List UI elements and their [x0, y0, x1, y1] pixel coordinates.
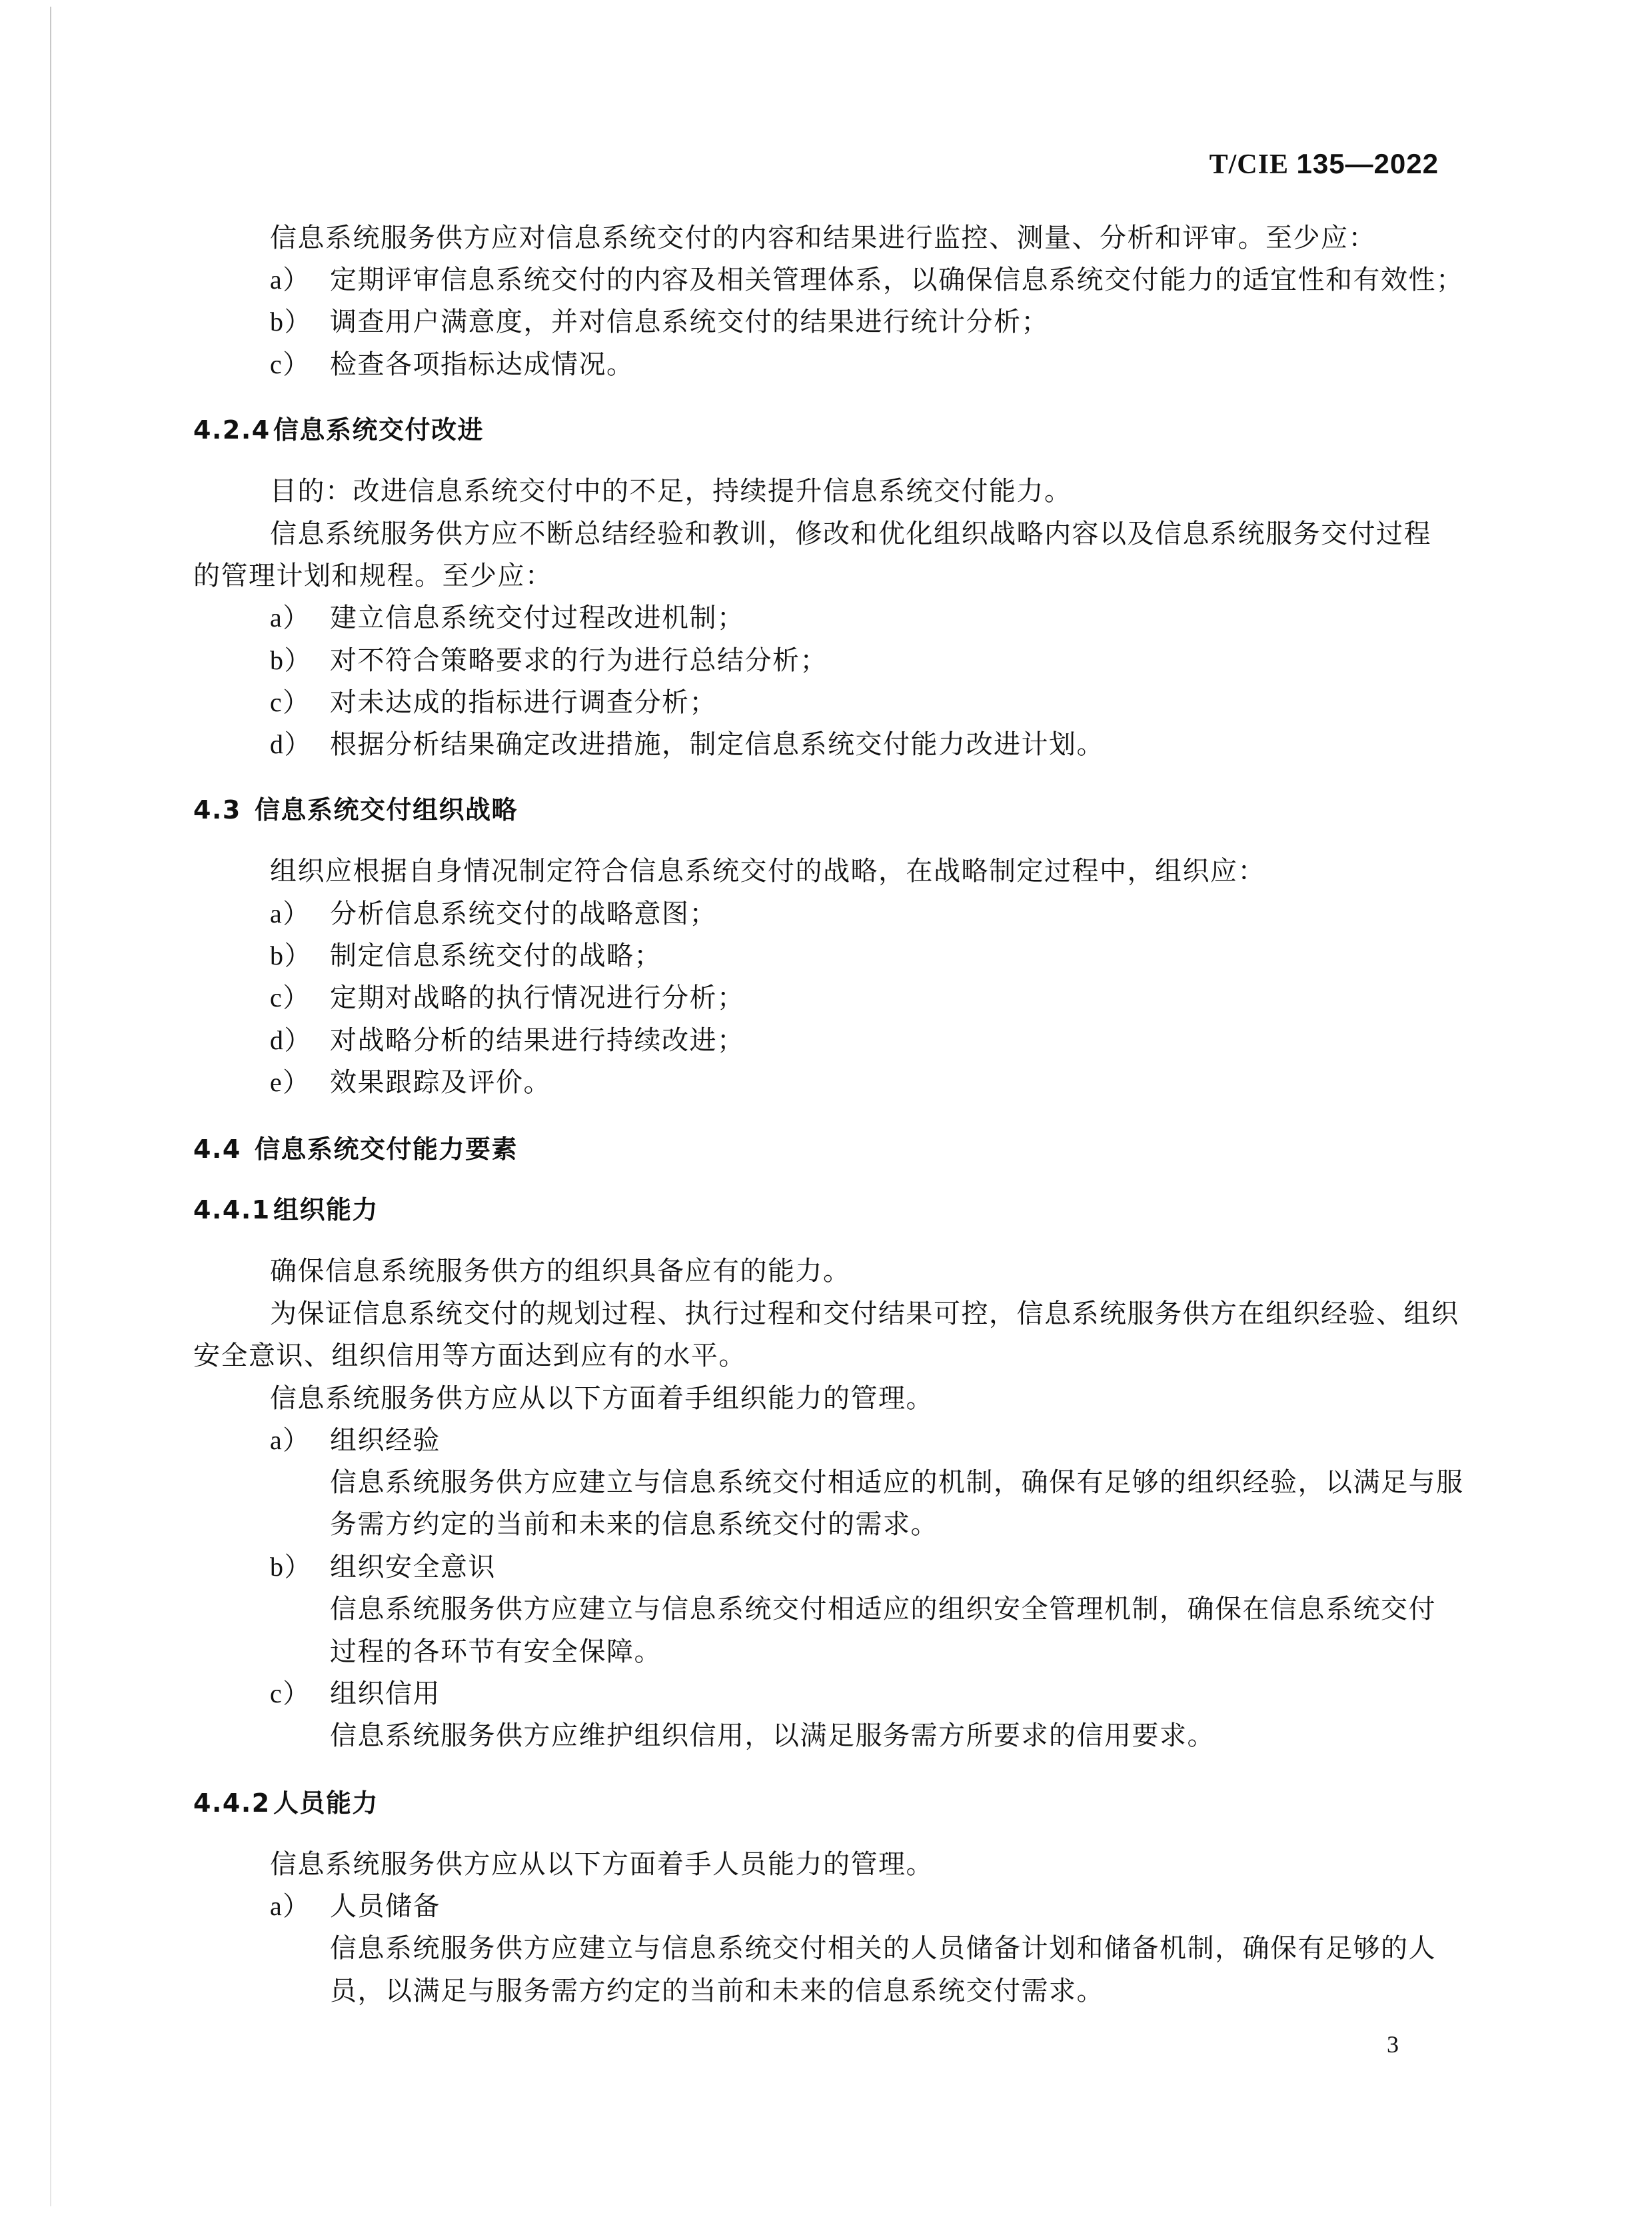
paragraph-line: 的管理计划和规程。至少应： — [193, 561, 553, 591]
item-title: 组织安全意识 — [330, 1552, 496, 1582]
item-title: 组织信用 — [330, 1678, 440, 1709]
purpose-paragraph: 目的：改进信息系统交付中的不足，持续提升信息系统交付能力。 — [270, 476, 1072, 507]
item-title: 组织经验 — [330, 1425, 440, 1456]
item-label: a） — [270, 899, 311, 929]
item-label: a） — [270, 1891, 311, 1921]
section-title: 人员能力 — [273, 1788, 379, 1818]
item-title: 人员储备 — [330, 1891, 440, 1922]
item-label: b） — [270, 941, 312, 971]
section-number: 4.4.2 — [193, 1788, 271, 1818]
section-title: 信息系统交付能力要素 — [255, 1134, 518, 1164]
paragraph: 组织应根据自身情况制定符合信息系统交付的战略，在战略制定过程中，组织应： — [270, 856, 1265, 887]
item-label: b） — [270, 645, 312, 675]
item-label: c） — [270, 983, 311, 1013]
item-text: 检查各项指标达成情况。 — [330, 349, 634, 380]
item-text: 调查用户满意度，并对信息系统交付的结果进行统计分析； — [330, 307, 1049, 337]
item-text: 定期对战略的执行情况进行分析； — [330, 983, 745, 1013]
item-text: 制定信息系统交付的战略； — [330, 941, 662, 971]
paragraph-line: 安全意识、组织信用等方面达到应有的水平。 — [193, 1340, 746, 1371]
item-label: b） — [270, 307, 312, 337]
paragraph: 信息系统服务供方应从以下方面着手组织能力的管理。 — [270, 1383, 934, 1414]
item-text: 建立信息系统交付过程改进机制； — [330, 603, 745, 633]
item-text: 分析信息系统交付的战略意图； — [330, 899, 717, 929]
item-body-line: 信息系统服务供方应建立与信息系统交付相关的人员储备计划和储备机制，确保有足够的人 — [330, 1933, 1436, 1964]
section-number: 4.3 — [193, 795, 241, 825]
paragraph: 信息系统服务供方应从以下方面着手人员能力的管理。 — [270, 1849, 934, 1880]
section-heading-4-4-1 — [193, 1197, 379, 1222]
item-label: c） — [270, 687, 311, 717]
document-code-header — [1210, 148, 1439, 181]
item-body-line: 信息系统服务供方应建立与信息系统交付相适应的组织安全管理机制，确保在信息系统交付 — [330, 1594, 1436, 1624]
item-body-line: 务需方约定的当前和未来的信息系统交付的需求。 — [330, 1509, 938, 1540]
section-heading-4-2-4 — [193, 417, 484, 443]
section-heading-4-4-2 — [193, 1790, 379, 1816]
page-number: 3 — [1387, 2031, 1399, 2058]
section-number: 4.4.1 — [193, 1195, 271, 1224]
section-heading-4-4 — [193, 1136, 518, 1162]
item-label: a） — [270, 265, 311, 295]
section-heading-4-3 — [193, 797, 518, 823]
item-body-line: 信息系统服务供方应建立与信息系统交付相适应的机制，确保有足够的组织经验，以满足与服 — [330, 1467, 1464, 1498]
item-body-line: 员，以满足与服务需方约定的当前和未来的信息系统交付需求。 — [330, 1976, 1104, 2006]
section-number: 4.4 — [193, 1134, 241, 1164]
doc-prefix: T/CIE — [1209, 149, 1289, 180]
item-label: a） — [270, 603, 311, 633]
section-title: 信息系统交付组织战略 — [255, 795, 518, 825]
section-number: 4.2.4 — [193, 415, 271, 445]
section-title: 组织能力 — [273, 1195, 379, 1224]
section-title: 信息系统交付改进 — [273, 415, 484, 445]
paragraph-line: 为保证信息系统交付的规划过程、执行过程和交付结果可控，信息系统服务供方在组织经验、组织 — [270, 1298, 1459, 1329]
item-text: 效果跟踪及评价。 — [330, 1067, 551, 1098]
item-text: 对不符合策略要求的行为进行总结分析； — [330, 645, 828, 676]
intro-paragraph: 信息系统服务供方应对信息系统交付的内容和结果进行监控、测量、分析和评审。至少应： — [270, 223, 1376, 253]
item-label: a） — [270, 1425, 311, 1455]
page-spine-shadow — [50, 7, 51, 2206]
item-body-line: 信息系统服务供方应维护组织信用，以满足服务需方所要求的信用要求。 — [330, 1720, 1215, 1751]
item-label: d） — [270, 729, 312, 759]
item-label: c） — [270, 349, 311, 379]
paragraph-line: 信息系统服务供方应不断总结经验和教训，修改和优化组织战略内容以及信息系统服务交付过程 — [270, 519, 1431, 549]
item-label: d） — [270, 1025, 312, 1055]
item-body-line: 过程的各环节有安全保障。 — [330, 1636, 662, 1667]
item-label: b） — [270, 1552, 312, 1582]
paragraph: 确保信息系统服务供方的组织具备应有的能力。 — [270, 1256, 851, 1286]
item-text: 对战略分析的结果进行持续改进； — [330, 1025, 745, 1056]
item-text: 定期评审信息系统交付的内容及相关管理体系，以确保信息系统交付能力的适宜性和有效性； — [330, 265, 1464, 295]
item-label: c） — [270, 1678, 311, 1708]
item-label: e） — [270, 1067, 311, 1097]
item-text: 对未达成的指标进行调查分析； — [330, 687, 717, 718]
item-text: 根据分析结果确定改进措施，制定信息系统交付能力改进计划。 — [330, 729, 1104, 760]
doc-number: 135—2022 — [1296, 148, 1439, 179]
